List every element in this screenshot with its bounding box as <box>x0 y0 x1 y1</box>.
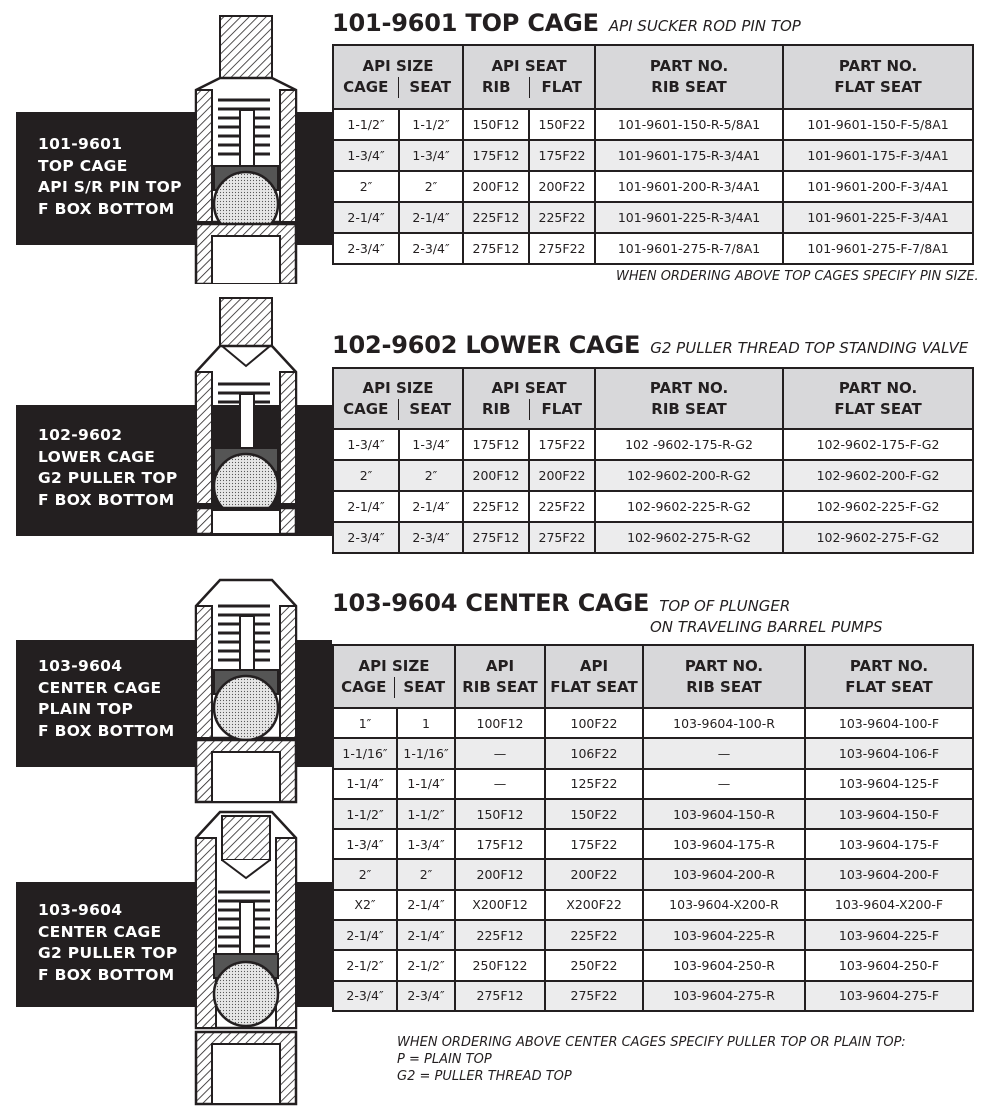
table-cell: 101-9601-275-R-7/8A1 <box>595 233 783 264</box>
table-cell: 1″ <box>333 708 397 738</box>
center-cage-table <box>332 644 974 1012</box>
lower-cage-heading <box>332 331 968 359</box>
table-cell: 175F22 <box>529 429 595 460</box>
table-cell: 102-9602-200-F-G2 <box>783 460 973 491</box>
table-cell: 103-9604-X200-R <box>643 890 805 920</box>
table-cell: 2″ <box>333 171 399 202</box>
table-cell: 103-9604-250-F <box>805 950 973 980</box>
center-cage-puller-drawing <box>192 808 310 1108</box>
section-subtitle: API SUCKER ROD PIN TOP <box>608 17 801 35</box>
table-row <box>333 799 973 829</box>
table-cell: 150F12 <box>463 109 529 140</box>
table-row <box>333 981 973 1011</box>
table-cell: 103-9604-275-R <box>643 981 805 1011</box>
top-cage-drawing <box>192 14 310 284</box>
table-cell: 101-9601-200-F-3/4A1 <box>783 171 973 202</box>
table-cell: — <box>643 738 805 768</box>
table-cell: 1-3/4″ <box>399 429 463 460</box>
table-cell: 1 <box>397 708 455 738</box>
table-cell: 200F12 <box>463 460 529 491</box>
table-cell: 106F22 <box>545 738 643 768</box>
table-cell: 1-1/16″ <box>333 738 397 768</box>
table-cell: 103-9604-225-F <box>805 920 973 950</box>
table-cell: 175F12 <box>463 429 529 460</box>
table-cell: — <box>455 769 545 799</box>
table-cell: 275F12 <box>463 233 529 264</box>
table-cell: 250F22 <box>545 950 643 980</box>
table-cell: 2-1/4″ <box>333 491 399 522</box>
table-cell: 102 -9602-175-R-G2 <box>595 429 783 460</box>
header-api-seat: API SEAT RIB FLAT <box>463 368 595 429</box>
lower-cage-table <box>332 367 974 554</box>
table-cell: 1-1/2″ <box>397 799 455 829</box>
header-api-rib: API RIB SEAT <box>455 645 545 708</box>
table-cell: 103-9604-100-F <box>805 708 973 738</box>
table-cell: 100F22 <box>545 708 643 738</box>
table-cell: 2-1/4″ <box>333 920 397 950</box>
table-cell: X200F22 <box>545 890 643 920</box>
table-cell: 2″ <box>399 460 463 491</box>
top-cage-table <box>332 44 974 265</box>
table-row <box>333 140 973 171</box>
table-row <box>333 522 973 553</box>
header-api-seat: API SEAT RIB FLAT <box>463 45 595 109</box>
table-cell: 2-1/4″ <box>397 890 455 920</box>
table-cell: 225F22 <box>529 491 595 522</box>
note-line: WHEN ORDERING ABOVE CENTER CAGES SPECIFY PULLER TOP OR PLAIN TOP: <box>397 1035 906 1050</box>
table-cell: 175F12 <box>463 140 529 171</box>
table-cell: 2-3/4″ <box>333 233 399 264</box>
table-row <box>333 950 973 980</box>
table-cell: 225F12 <box>463 491 529 522</box>
table-cell: X200F12 <box>455 890 545 920</box>
table-cell: 275F22 <box>529 522 595 553</box>
header-api-size: API SIZE CAGE SEAT <box>333 368 463 429</box>
table-cell: 101-9601-275-F-7/8A1 <box>783 233 973 264</box>
table-cell: — <box>643 769 805 799</box>
top-cage-label: 101-9601 TOP CAGE API S/R PIN TOP F BOX BOTTOM <box>38 135 182 218</box>
table-cell: 103-9604-125-F <box>805 769 973 799</box>
table-cell: 1-1/2″ <box>399 109 463 140</box>
table-cell: 2″ <box>333 859 397 889</box>
table-cell: 1-1/4″ <box>397 769 455 799</box>
table-cell: 102-9602-200-R-G2 <box>595 460 783 491</box>
table-cell: — <box>455 738 545 768</box>
center-cage-plain-label: 103-9604 CENTER CAGE PLAIN TOP F BOX BOTTOM <box>38 657 175 740</box>
table-cell: 2-1/4″ <box>399 202 463 233</box>
header-part-flat: PART NO. FLAT SEAT <box>805 645 973 708</box>
table-cell: 103-9604-275-F <box>805 981 973 1011</box>
table-row <box>333 890 973 920</box>
header-part-flat: PART NO. FLAT SEAT <box>783 45 973 109</box>
table-cell: 2″ <box>399 171 463 202</box>
header-api-size: API SIZE CAGE SEAT <box>333 645 455 708</box>
table-cell: 200F22 <box>529 171 595 202</box>
center-cage-notes <box>397 1034 906 1085</box>
header-part-rib: PART NO. RIB SEAT <box>595 368 783 429</box>
table-cell: 101-9601-150-F-5/8A1 <box>783 109 973 140</box>
table-cell: 175F22 <box>545 829 643 859</box>
table-cell: 2-1/4″ <box>397 920 455 950</box>
table-cell: 103-9604-175-R <box>643 829 805 859</box>
table-cell: 200F22 <box>529 460 595 491</box>
center-cage-puller-label: 103-9604 CENTER CAGE G2 PULLER TOP F BOX BOTTOM <box>38 901 178 984</box>
header-api-size: API SIZE CAGE SEAT <box>333 45 463 109</box>
table-cell: 1-1/4″ <box>333 769 397 799</box>
section-subtitle: G2 PULLER THREAD TOP STANDING VALVE <box>650 339 969 357</box>
top-cage-heading <box>332 9 801 37</box>
table-cell: 225F22 <box>545 920 643 950</box>
table-cell: 103-9604-200-F <box>805 859 973 889</box>
table-cell: 2-3/4″ <box>333 522 399 553</box>
lower-cage-drawing <box>192 296 310 566</box>
table-row <box>333 460 973 491</box>
table-cell: 102-9602-275-R-G2 <box>595 522 783 553</box>
table-cell: 1-1/16″ <box>397 738 455 768</box>
note-line: P = PLAIN TOP <box>397 1052 492 1067</box>
table-row <box>333 738 973 768</box>
table-cell: 225F22 <box>529 202 595 233</box>
table-cell: 102-9602-225-F-G2 <box>783 491 973 522</box>
table-cell: 2″ <box>397 859 455 889</box>
table-cell: 101-9601-150-R-5/8A1 <box>595 109 783 140</box>
table-cell: 200F12 <box>455 859 545 889</box>
table-cell: 103-9604-250-R <box>643 950 805 980</box>
center-cage-plain-drawing <box>192 576 310 804</box>
table-cell: 225F12 <box>463 202 529 233</box>
table-row <box>333 171 973 202</box>
table-cell: 103-9604-200-R <box>643 859 805 889</box>
table-cell: 102-9602-225-R-G2 <box>595 491 783 522</box>
section-title: 101-9601 TOP CAGE <box>332 9 599 37</box>
table-cell: 175F12 <box>455 829 545 859</box>
table-cell: 275F12 <box>463 522 529 553</box>
table-cell: X2″ <box>333 890 397 920</box>
table-cell: 225F12 <box>455 920 545 950</box>
table-cell: 2-1/4″ <box>399 491 463 522</box>
table-cell: 101-9601-175-R-3/4A1 <box>595 140 783 171</box>
table-cell: 150F22 <box>529 109 595 140</box>
header-part-rib: PART NO. RIB SEAT <box>643 645 805 708</box>
table-cell: 101-9601-175-F-3/4A1 <box>783 140 973 171</box>
table-cell: 200F22 <box>545 859 643 889</box>
table-row <box>333 829 973 859</box>
table-cell: 101-9601-225-R-3/4A1 <box>595 202 783 233</box>
table-cell: 103-9604-100-R <box>643 708 805 738</box>
table-row <box>333 920 973 950</box>
header-api-flat: API FLAT SEAT <box>545 645 643 708</box>
table-cell: 2″ <box>333 460 399 491</box>
table-cell: 100F12 <box>455 708 545 738</box>
table-cell: 2-1/2″ <box>333 950 397 980</box>
note-line: G2 = PULLER THREAD TOP <box>397 1069 572 1084</box>
table-cell: 1-1/2″ <box>333 109 399 140</box>
header-part-rib: PART NO. RIB SEAT <box>595 45 783 109</box>
table-cell: 103-9604-106-F <box>805 738 973 768</box>
table-cell: 1-3/4″ <box>333 829 397 859</box>
table-cell: 103-9604-X200-F <box>805 890 973 920</box>
table-row <box>333 429 973 460</box>
table-cell: 2-3/4″ <box>399 522 463 553</box>
section-title: 102-9602 LOWER CAGE <box>332 331 641 359</box>
table-cell: 2-3/4″ <box>399 233 463 264</box>
table-cell: 1-3/4″ <box>333 140 399 171</box>
table-row <box>333 859 973 889</box>
table-row <box>333 202 973 233</box>
table-cell: 103-9604-150-F <box>805 799 973 829</box>
table-cell: 102-9602-275-F-G2 <box>783 522 973 553</box>
section-subtitle-line2: ON TRAVELING BARREL PUMPS <box>650 618 883 636</box>
table-cell: 250F122 <box>455 950 545 980</box>
table-cell: 101-9601-200-R-3/4A1 <box>595 171 783 202</box>
table-cell: 2-1/4″ <box>333 202 399 233</box>
table-cell: 1-3/4″ <box>333 429 399 460</box>
table-cell: 2-3/4″ <box>333 981 397 1011</box>
table-cell: 1-3/4″ <box>397 829 455 859</box>
table-row <box>333 769 973 799</box>
table-cell: 150F12 <box>455 799 545 829</box>
table-cell: 102-9602-175-F-G2 <box>783 429 973 460</box>
table-cell: 175F22 <box>529 140 595 171</box>
table-cell: 2-1/2″ <box>397 950 455 980</box>
table-cell: 125F22 <box>545 769 643 799</box>
section-subtitle: TOP OF PLUNGER <box>659 597 791 615</box>
table-cell: 275F12 <box>455 981 545 1011</box>
table-cell: 275F22 <box>529 233 595 264</box>
table-cell: 200F12 <box>463 171 529 202</box>
table-cell: 103-9604-225-R <box>643 920 805 950</box>
header-part-flat: PART NO. FLAT SEAT <box>783 368 973 429</box>
table-cell: 275F22 <box>545 981 643 1011</box>
center-cage-heading <box>332 589 790 617</box>
table-row <box>333 233 973 264</box>
table-cell: 103-9604-175-F <box>805 829 973 859</box>
table-cell: 101-9601-225-F-3/4A1 <box>783 202 973 233</box>
table-cell: 1-1/2″ <box>333 799 397 829</box>
top-cage-note: WHEN ORDERING ABOVE TOP CAGES SPECIFY PIN SIZE. <box>616 269 979 284</box>
section-title: 103-9604 CENTER CAGE <box>332 589 650 617</box>
lower-cage-label: 102-9602 LOWER CAGE G2 PULLER TOP F BOX BOTTOM <box>38 426 178 509</box>
table-row <box>333 109 973 140</box>
table-row <box>333 491 973 522</box>
table-cell: 150F22 <box>545 799 643 829</box>
table-cell: 103-9604-150-R <box>643 799 805 829</box>
table-cell: 2-3/4″ <box>397 981 455 1011</box>
table-row <box>333 708 973 738</box>
table-cell: 1-3/4″ <box>399 140 463 171</box>
